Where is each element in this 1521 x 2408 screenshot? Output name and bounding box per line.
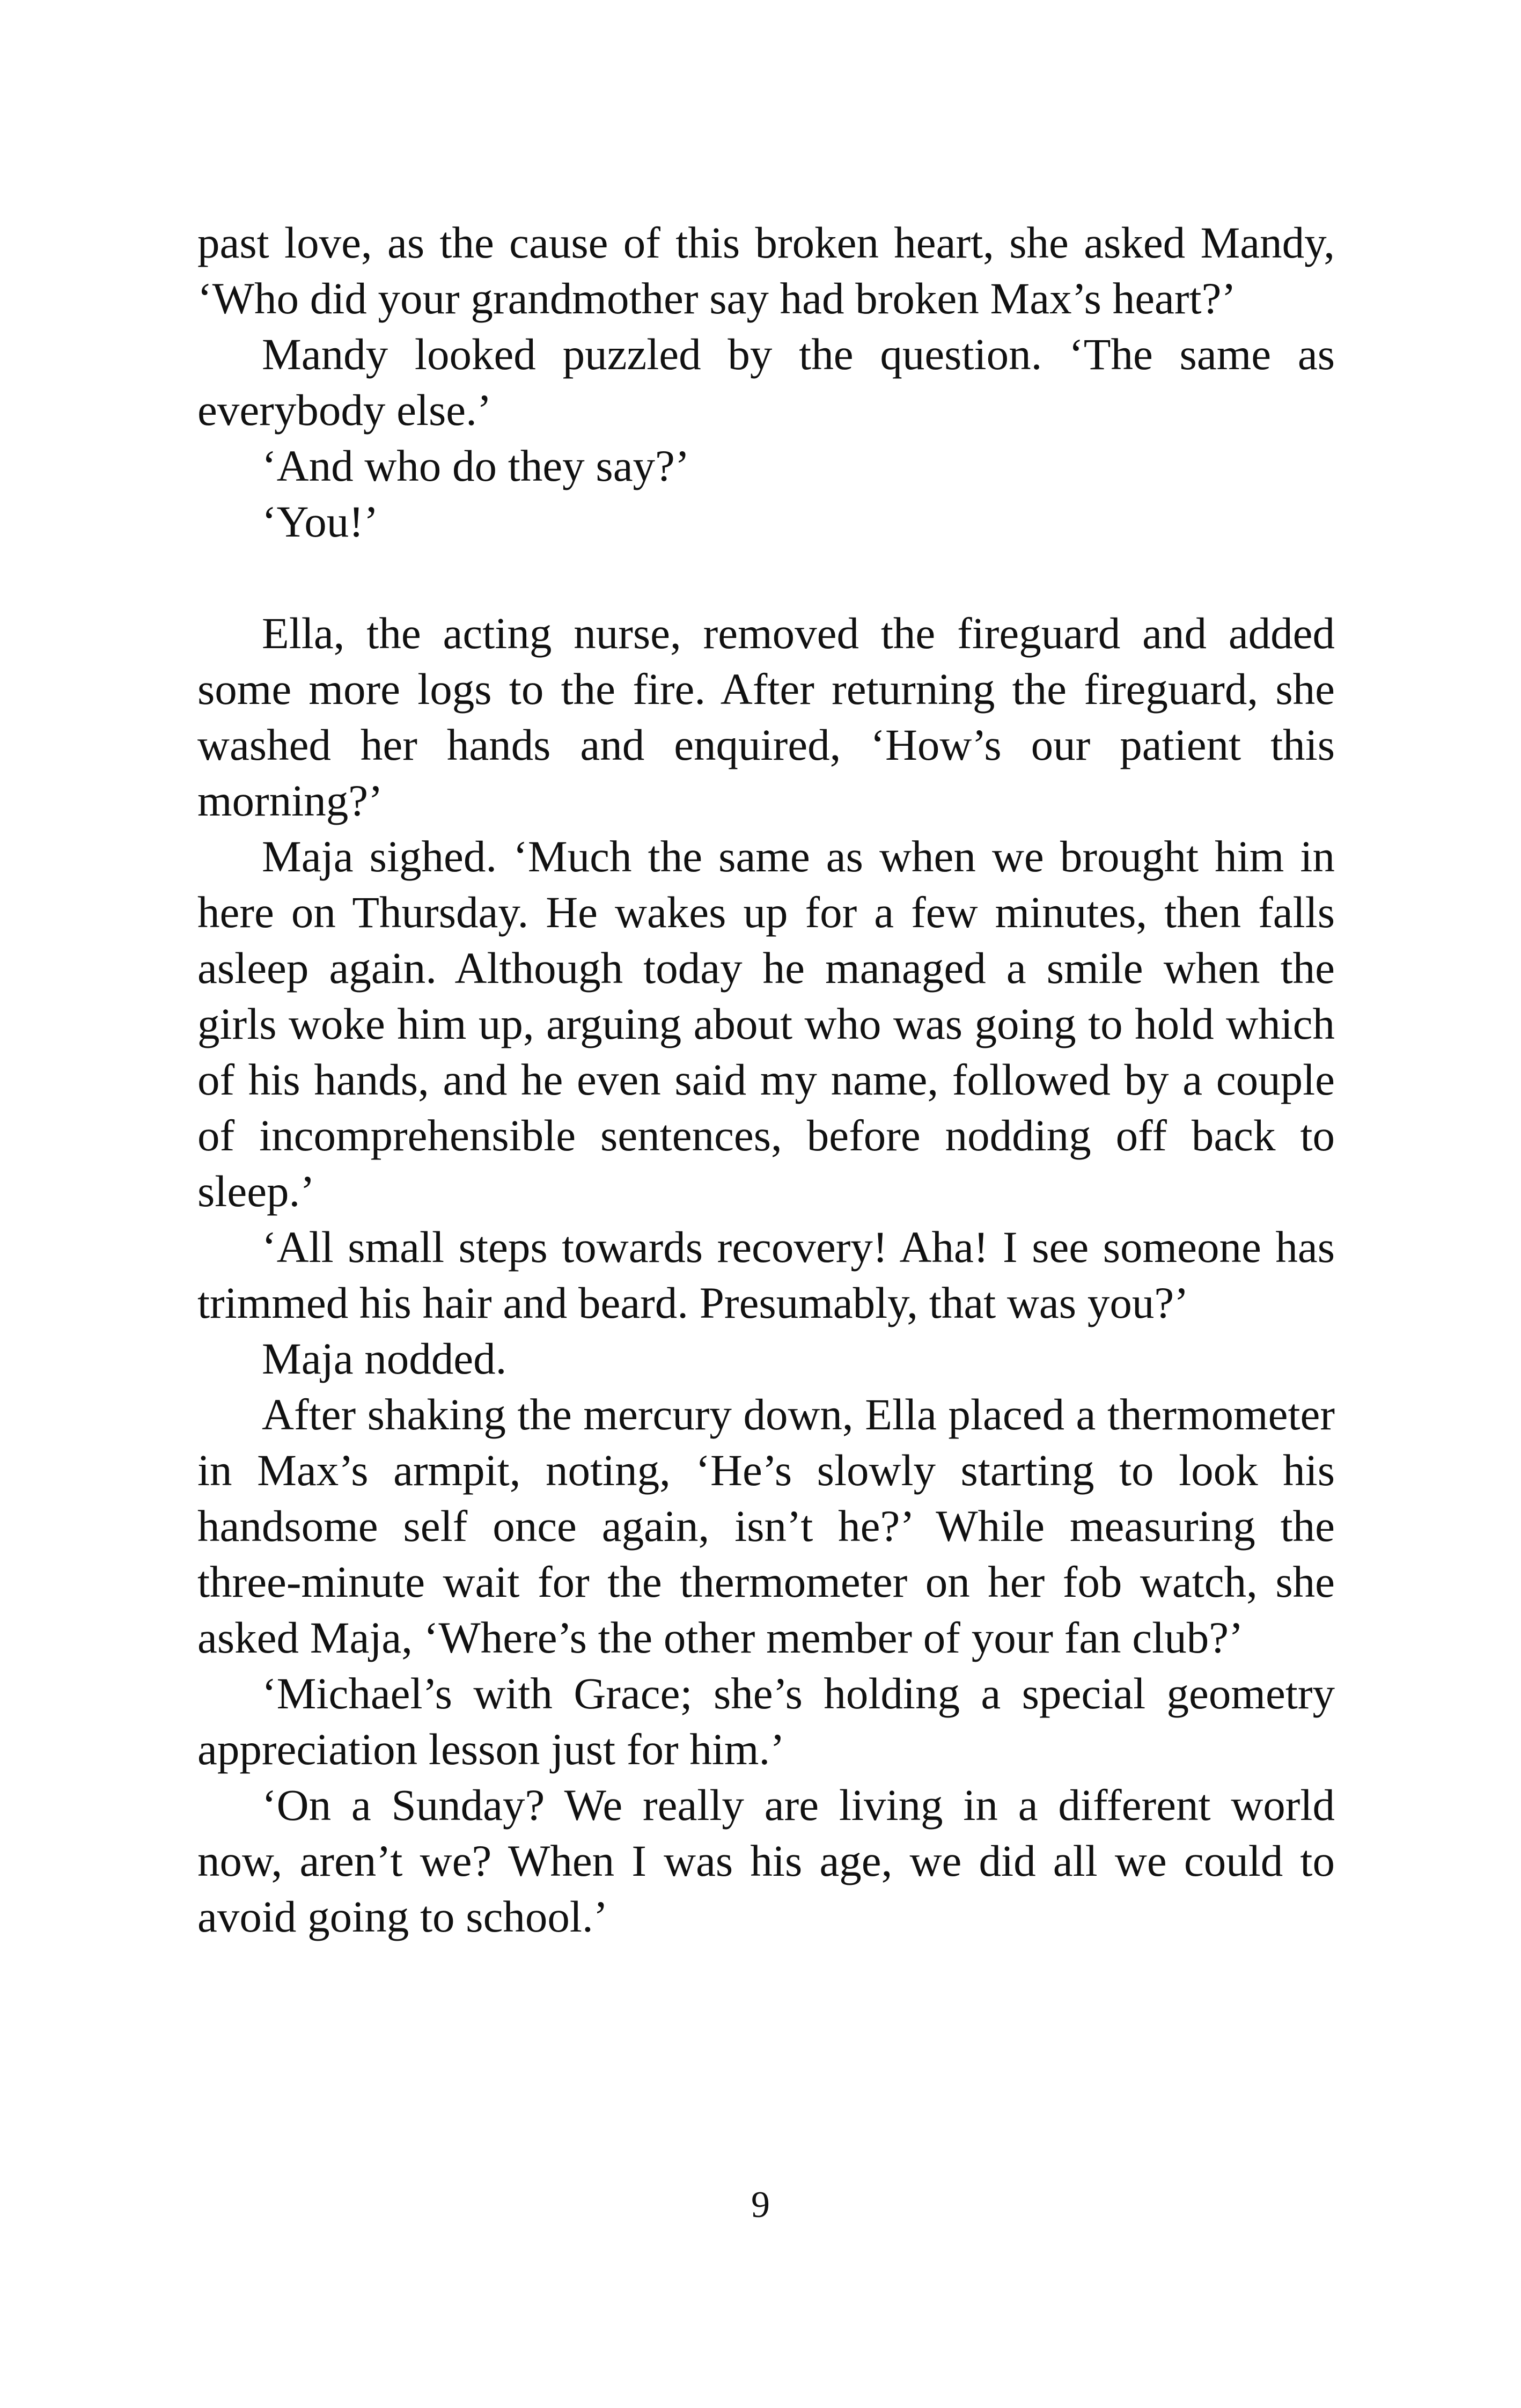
paragraph: Maja sighed. ‘Much the same as when we brought him in here on Thursday. He wakes up for a few minutes, then falls asleep again. Although today he managed a smile when the girls woke him up, arguing about who was going to hold which of his hands, and he even said my name, followed by a couple of incomprehensible sentences, before nodding off back to sleep.’: [197, 832, 1335, 1216]
paragraph: ‘You!’: [262, 497, 379, 546]
body-text: [197, 215, 1335, 1944]
paragraph: Maja nodded.: [262, 1334, 507, 1383]
paragraph: ‘On a Sunday? We really are living in a different world now, aren’t we? When I was his age, we did all we could to avoid going to school.’: [197, 1780, 1335, 1941]
paragraph: ‘All small steps towards recovery! Aha! I see someone has trimmed his hair and beard. Presumably, that was you?’: [197, 1222, 1335, 1327]
paragraph: Ella, the acting nurse, removed the fireguard and added some more logs to the fire. After returning the fireguard, she washed her hands and enquired, ‘How’s our patient this morning?’: [197, 608, 1335, 825]
paragraph: Mandy looked puzzled by the question. ‘The same as everybody else.’: [197, 329, 1335, 435]
paragraph: ‘Michael’s with Grace; she’s holding a special geometry appreciation lesson just for him.’: [197, 1669, 1335, 1774]
paragraph: ‘And who do they say?’: [262, 441, 690, 490]
paragraph: past love, as the cause of this broken heart, she asked Mandy, ‘Who did your grandmother say had broken Max’s heart?’: [197, 218, 1335, 323]
page-number: 9: [751, 2184, 770, 2226]
paragraph: After shaking the mercury down, Ella placed a thermometer in Max’s armpit, noting, ‘He’s slowly starting to look his handsome self once again, isn’t he?’ While measuring the three-minute wait for the thermometer on her fob watch, she asked Maja, ‘Where’s the other member of your fan club?’: [197, 1390, 1335, 1662]
